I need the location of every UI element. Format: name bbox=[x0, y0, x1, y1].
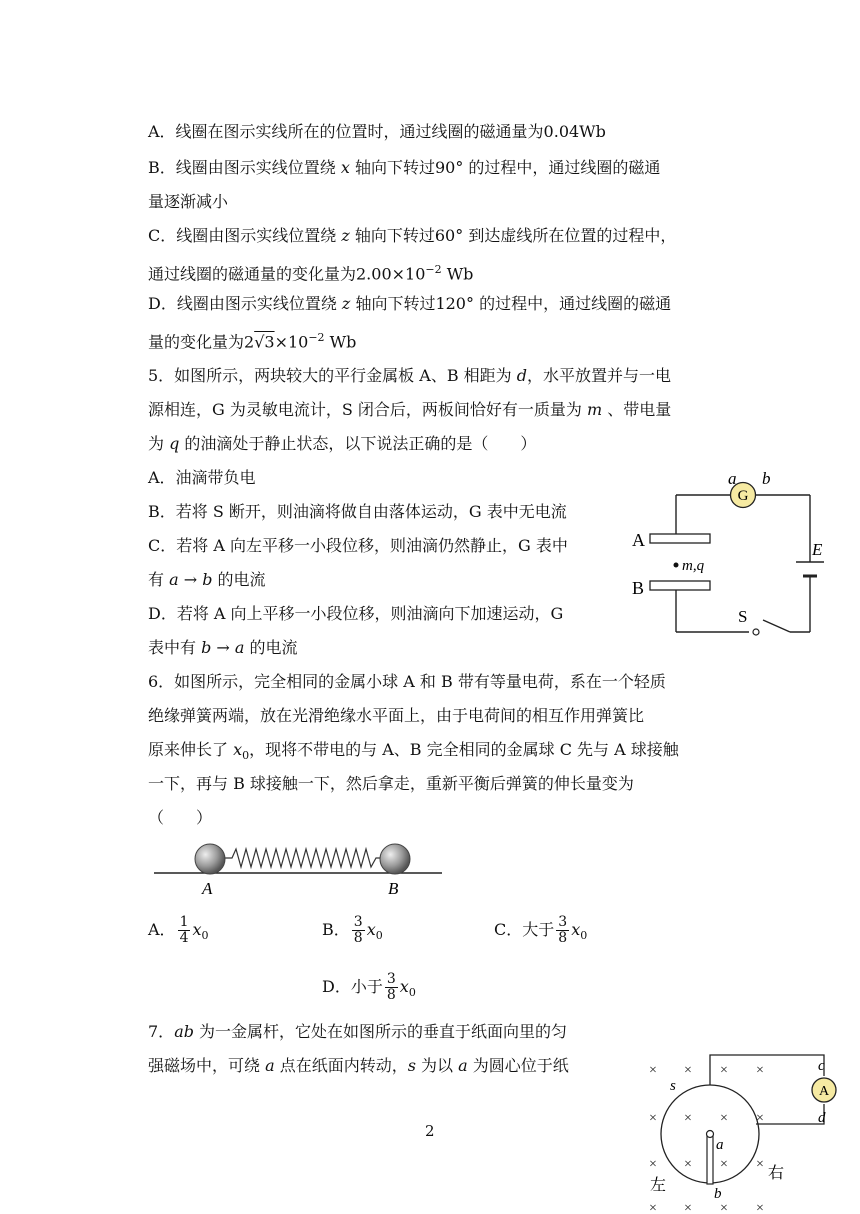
label-c: c bbox=[818, 1058, 825, 1074]
oil-drop bbox=[674, 563, 679, 568]
q6-option-b: B． $\frac{3}{8}$ $x_0$ bbox=[322, 914, 383, 946]
label-ammeter: A bbox=[818, 1084, 830, 1099]
cross-15: × bbox=[720, 1201, 728, 1214]
q5-circuit-figure bbox=[626, 462, 836, 640]
rod-ab bbox=[707, 1134, 713, 1184]
q7-magnetic-field-figure bbox=[640, 1050, 840, 1214]
q5-option-c-line2: 有 a → b 的电流 bbox=[148, 570, 266, 589]
q6-stem-line3: 原来伸长了 $x_0$，现将不带电的与 A、B 完全相同的金属球 C 先与 A 球接触 bbox=[148, 740, 679, 763]
page-number: 2 bbox=[425, 1122, 435, 1140]
q5-option-a: A．油滴带负电 bbox=[148, 468, 256, 487]
ball-b bbox=[380, 844, 410, 874]
pivot-a bbox=[707, 1131, 714, 1138]
q6-option-d: D．小于 $\frac{3}{8}$ $x_0$ bbox=[322, 971, 416, 1003]
q5-option-c-line1: C．若将 A 向左平移一小段位移，则油滴仍然静止，G 表中 bbox=[148, 536, 568, 555]
label-plate-a: A bbox=[632, 530, 645, 550]
switch-contact bbox=[753, 629, 759, 635]
label-a: a bbox=[716, 1137, 724, 1153]
label-g: G bbox=[737, 488, 749, 504]
q6-stem-line1: 6．如图所示，完全相同的金属小球 A 和 B 带有等量电荷，系在一个轻质 bbox=[148, 672, 666, 691]
label-s: S bbox=[738, 607, 748, 626]
q6-stem-line2: 绝缘弹簧两端，放在光滑绝缘水平面上，由于电荷间的相互作用弹簧比 bbox=[148, 706, 645, 725]
cross-9: × bbox=[649, 1157, 657, 1172]
label-right: 右 bbox=[768, 1165, 785, 1182]
q5-stem-line3: 为 q 的油滴处于静止状态，以下说法正确的是（ ） bbox=[148, 434, 537, 453]
label-ball-a: A bbox=[202, 879, 213, 898]
label-s: s bbox=[670, 1078, 676, 1094]
wire-to-d bbox=[756, 1104, 824, 1124]
q5-stem-line1: 5．如图所示，两块较大的平行金属板 A、B 相距为 d，水平放置并与一电 bbox=[148, 366, 672, 385]
label-a: a bbox=[728, 469, 737, 488]
q4-option-b-line2: 量逐渐减小 bbox=[148, 192, 229, 211]
label-left: 左 bbox=[650, 1177, 667, 1194]
q4-option-c-line2: 通过线圈的磁通量的变化量为$2.00\times 10^{-2}$ Wb bbox=[148, 263, 474, 284]
q4-option-d-line1: D．线圈由图示实线位置绕 z 轴向下转过120° 的过程中，通过线圈的磁通 bbox=[148, 294, 672, 313]
label-mq: m,q bbox=[682, 558, 705, 574]
q7-stem-line1: 7．ab 为一金属杆，它处在如图所示的垂直于纸面向里的匀 bbox=[148, 1022, 568, 1041]
cross-16: × bbox=[756, 1201, 764, 1214]
cross-4: × bbox=[756, 1063, 764, 1078]
cross-13: × bbox=[649, 1201, 657, 1214]
label-plate-b: B bbox=[632, 578, 645, 598]
label-ball-b: B bbox=[388, 879, 399, 898]
label-e: E bbox=[812, 540, 823, 559]
q5-option-d-line1: D．若将 A 向上平移一小段位移，则油滴向下加速运动，G bbox=[148, 604, 564, 623]
label-b: b bbox=[762, 469, 771, 488]
spring bbox=[224, 849, 382, 867]
q6-spring-figure bbox=[150, 840, 450, 898]
q4-option-d-line2: 量的变化量为$2√3\times 10^{-2}$ Wb bbox=[148, 331, 357, 352]
q4-option-b-line1: B．线圈由图示实线位置绕 x 轴向下转过90° 的过程中，通过线圈的磁通 bbox=[148, 158, 661, 177]
plate-b bbox=[650, 581, 710, 590]
label-b: b bbox=[714, 1186, 722, 1202]
cross-3: × bbox=[720, 1063, 728, 1078]
q6-option-c: C．大于 $\frac{3}{8}$ $x_0$ bbox=[494, 914, 588, 946]
cross-10: × bbox=[684, 1157, 692, 1172]
cross-5: × bbox=[649, 1111, 657, 1126]
q5-option-d-line2: 表中有 b → a 的电流 bbox=[148, 638, 298, 657]
q6-stem-line4: 一下，再与 B 球接触一下，然后拿走，重新平衡后弹簧的伸长量变为 bbox=[148, 774, 634, 793]
plate-a bbox=[650, 534, 710, 543]
ball-a bbox=[195, 844, 225, 874]
cross-11: × bbox=[720, 1157, 728, 1172]
q7-stem-line2: 强磁场中，可绕 a 点在纸面内转动，s 为以 a 为圆心位于纸 bbox=[148, 1056, 569, 1075]
cross-6: × bbox=[684, 1111, 692, 1126]
cross-8: × bbox=[756, 1111, 764, 1126]
q4-option-a: A．线圈在图示实线所在的位置时，通过线圈的磁通量为0.04Wb bbox=[148, 122, 606, 141]
q6-stem-line5: （ ） bbox=[148, 808, 213, 827]
q4-option-c-line1: C．线圈由图示实线位置绕 z 轴向下转过60° 到达虚线所在位置的过程中， bbox=[148, 226, 677, 245]
q5-stem-line2: 源相连，G 为灵敏电流计，S 闭合后，两板间恰好有一质量为 m 、带电量 bbox=[148, 400, 672, 419]
switch-blade bbox=[763, 620, 790, 632]
cross-2: × bbox=[684, 1063, 692, 1078]
q5-option-b: B．若将 S 断开，则油滴将做自由落体运动，G 表中无电流 bbox=[148, 502, 567, 521]
cross-12: × bbox=[756, 1157, 764, 1172]
label-d: d bbox=[818, 1110, 826, 1126]
cross-7: × bbox=[720, 1111, 728, 1126]
cross-14: × bbox=[684, 1201, 692, 1214]
q6-option-a: A． $\frac{1}{4}$ $x_0$ bbox=[148, 914, 209, 946]
cross-1: × bbox=[649, 1063, 657, 1078]
